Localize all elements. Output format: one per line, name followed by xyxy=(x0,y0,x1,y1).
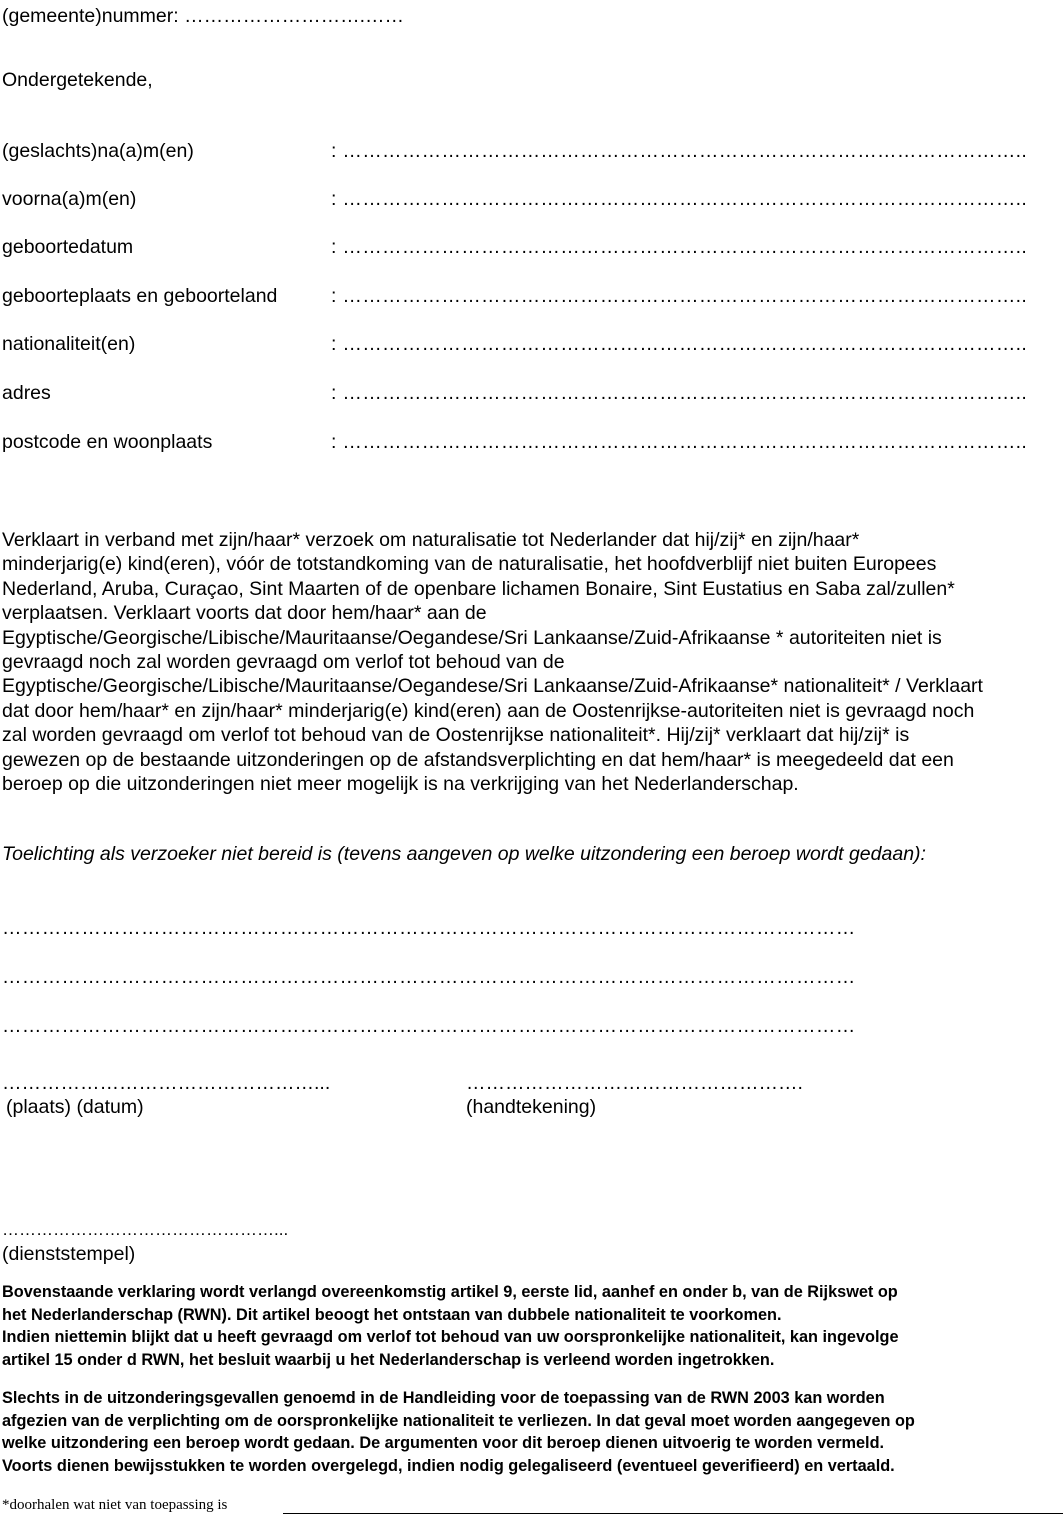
field-input-first-names[interactable]: : ………………………………………………………………………………………….. xyxy=(331,188,1028,210)
declaration-line: zal worden gevraagd om verlof tot behoud van de Oostenrijkse nationaliteit*. Hij/zij* verklaart dat hij/zij* is xyxy=(2,724,910,747)
field-label-nationality: nationaliteit(en) xyxy=(2,333,136,355)
field-label-surname: (geslachts)na(a)m(en) xyxy=(2,140,194,162)
declaration-line: Nederland, Aruba, Curaçao, Sint Maarten of de openbare lichamen Bonaire, Sint Eustatius en Saba zal/zullen* xyxy=(2,577,955,600)
field-input-birth-place[interactable]: : ………………………………………………………………………………………….. xyxy=(331,285,1028,307)
field-input-nationality[interactable]: : ………………………………………………………………………………………….. xyxy=(331,333,1028,355)
declaration-line: gewezen op de bestaande uitzonderingen op de afstandsverplichting en dat hem/haar* is meegedeeld dat een xyxy=(2,748,954,771)
field-label-birth-place: geboorteplaats en geboorteland xyxy=(2,285,278,307)
notice-line: Indien niettemin blijkt dat u heeft gevraagd om verlof tot behoud van uw oorspronkelijke nationaliteit, kan ingevolge xyxy=(2,1328,899,1346)
field-label-first-names: voorna(a)m(en) xyxy=(2,188,137,210)
declaration-line: Egyptische/Georgische/Libische/Mauritaanse/Oegandese/Sri Lankaanse/Zuid-Afrikaanse * autoriteiten niet is xyxy=(2,626,942,649)
declaration-line: minderjarig(e) kind(eren), vóór de totstandkoming van de naturalisatie, het hoofdverblijf niet buiten Europees xyxy=(2,553,937,576)
signature-field[interactable]: ……………………………………………. xyxy=(466,1072,803,1094)
notice-line: Slechts in de uitzonderingsgevallen genoemd in de Handleiding voor de toepassing van de RWN 2003 kan worden xyxy=(2,1389,885,1407)
notice-line: artikel 15 onder d RWN, het besluit waarbij u het Nederlanderschap is verleend worden ingetrokken. xyxy=(2,1350,775,1369)
field-input-surname[interactable]: : ………………………………………………………………………………………….. xyxy=(331,140,1028,162)
field-input-postcode-city[interactable]: : ………………………………………………………………………………………….. xyxy=(331,431,1028,453)
declaration-line: beroep op die uitzonderingen niet meer mogelijk is na verkrijging van het Nederlanderschap. xyxy=(2,773,799,796)
notice-line: afgezien van de verplichting om de oorspronkelijke nationaliteit te verliezen. In dat geval moet worden aangegeven op xyxy=(2,1411,915,1430)
explanation-line-3[interactable]: ………………………………………………………………………………………………………………… xyxy=(2,1015,856,1037)
declaration-paragraph xyxy=(2,528,1063,796)
legal-notice-1 xyxy=(2,1281,1062,1371)
explanation-line-1[interactable]: ………………………………………………………………………………………………………………… xyxy=(2,917,856,939)
declaration-line: Verklaart in verband met zijn/haar* verzoek om naturalisatie tot Nederlander dat hij/zij* en zijn/haar* xyxy=(2,529,860,551)
notice-line: Bovenstaande verklaring wordt verlangd overeenkomstig artikel 9, eerste lid, aanhef en onder b, van de Rijkswet op xyxy=(2,1283,898,1301)
notice-line: Voorts dienen bewijsstukken te worden overgelegd, indien nodig gelegaliseerd (eventueel geverifieerd) en vertaald. xyxy=(2,1456,895,1475)
notice-line: het Nederlanderschap (RWN). Dit artikel beoogt het ontstaan van dubbele nationaliteit te voorkomen. xyxy=(2,1305,782,1324)
field-input-address[interactable]: : ………………………………………………………………………………………….. xyxy=(331,382,1028,404)
field-label-address: adres xyxy=(2,382,51,404)
declaration-line: dat door hem/haar* en zijn/haar* minderjarig(e) kind(eren) aan de Oostenrijkse-autoriteiten niet is gevraagd noch xyxy=(2,699,975,722)
field-label-postcode-city: postcode en woonplaats xyxy=(2,431,213,453)
field-label-birth-date: geboortedatum xyxy=(2,236,134,258)
municipality-number-field[interactable]: (gemeente)nummer: ……………………….…… xyxy=(2,5,404,27)
service-stamp-label: (dienststempel) xyxy=(2,1243,136,1265)
signature-label: (handtekening) xyxy=(466,1096,597,1118)
declaration-line: Egyptische/Georgische/Libische/Mauritaanse/Oegandese/Sri Lankaanse/Zuid-Afrikaanse* nationaliteit* / Verklaart xyxy=(2,675,983,698)
explanation-prompt: Toelichting als verzoeker niet bereid is (tevens aangeven op welke uitzondering een beroep wordt gedaan): xyxy=(2,843,926,865)
declaration-line: verplaatsen. Verklaart voorts dat door hem/haar* aan de xyxy=(2,602,487,625)
field-input-birth-date[interactable]: : ………………………………………………………………………………………….. xyxy=(331,236,1028,258)
place-date-label: (plaats) (datum) xyxy=(6,1096,144,1118)
service-stamp-field[interactable]: …………………………………………... xyxy=(2,1220,289,1239)
explanation-line-2[interactable]: ………………………………………………………………………………………………………………… xyxy=(2,966,856,988)
footnote-divider xyxy=(283,1513,1063,1514)
place-date-field[interactable]: …………………………………………... xyxy=(2,1072,331,1094)
footnote: *doorhalen wat niet van toepassing is xyxy=(2,1497,228,1513)
declaration-line: gevraagd noch zal worden gevraagd om verlof tot behoud van de xyxy=(2,651,565,674)
legal-notice-2 xyxy=(2,1387,1062,1477)
notice-line: welke uitzondering een beroep wordt gedaan. De argumenten voor dit beroep dienen uitvoerig te worden vermeld. xyxy=(2,1434,885,1452)
intro-text: Ondergetekende, xyxy=(2,69,153,91)
